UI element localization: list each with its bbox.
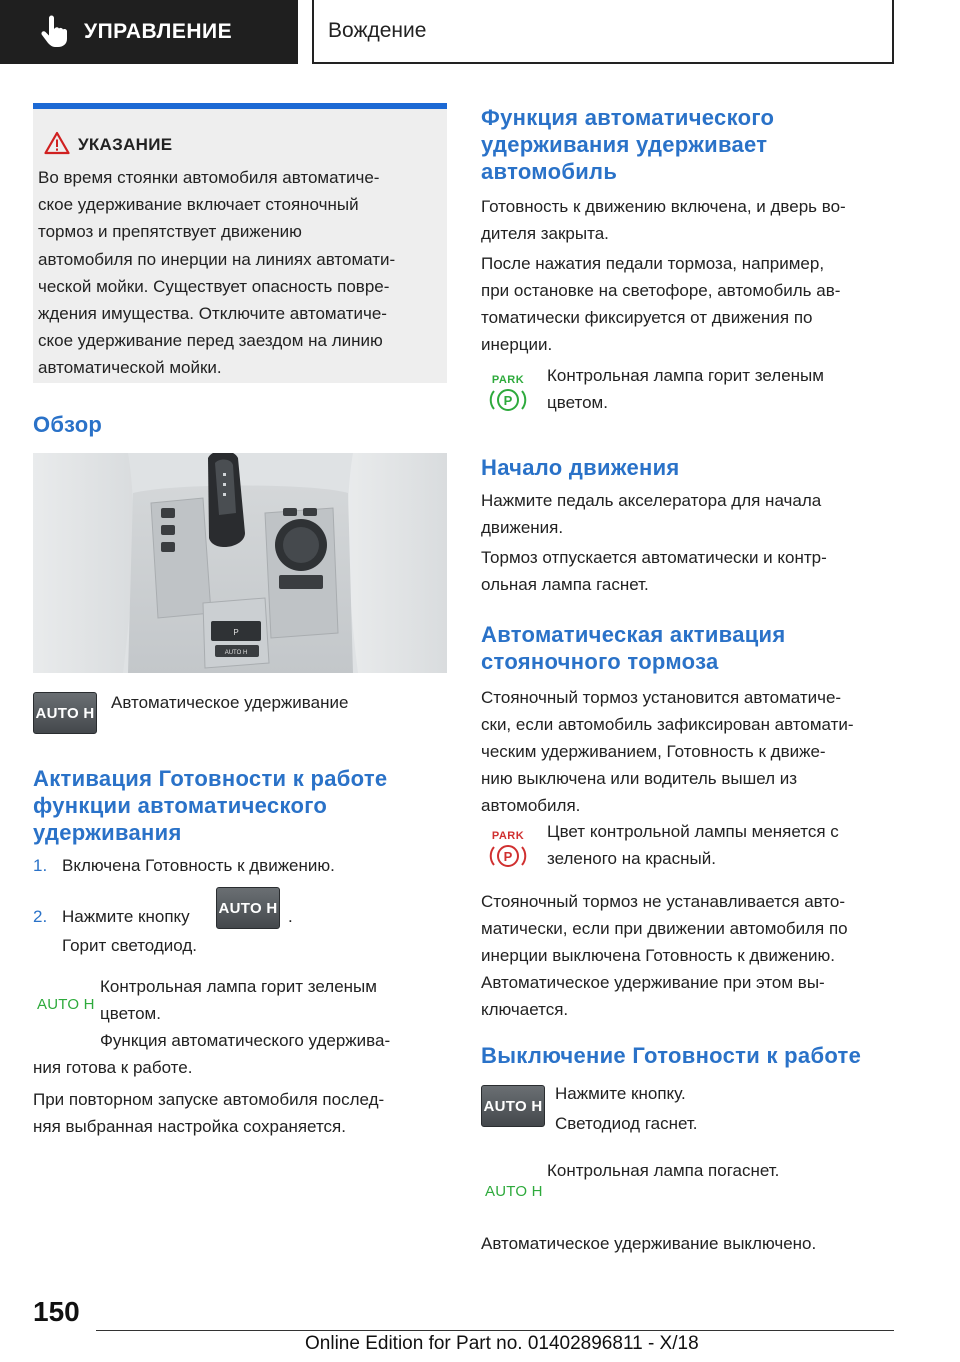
park-green-lamp-icon (486, 374, 530, 419)
holds-p2-line: при остановке на светофоре, автомобиль ав- (481, 281, 841, 300)
autopark-p1-line: автомобиля. (481, 796, 581, 815)
autopark-p1-line: нию выключена или водитель вышел из (481, 769, 798, 788)
holds-p2-line: После нажатия педали тормоза, например, (481, 254, 825, 273)
holds-p1-line: Готовность к движению включена, и дверь во- (481, 197, 846, 216)
overview-heading: Обзор (33, 412, 103, 437)
autopark-p1 (481, 684, 854, 819)
photo-park-label: P (233, 628, 239, 637)
deactivate-line2: Светодиод гаснет. (555, 1114, 698, 1133)
center-console-illustration (33, 453, 447, 673)
holds-lamp-text (547, 362, 824, 416)
holds-p2-line: томатически фиксируется от движения по (481, 308, 813, 327)
park-red-lamp-icon (486, 830, 530, 875)
deactivate-line1: Нажмите кнопку. (555, 1084, 686, 1103)
step-1-text: Включена Готовность к движению. (62, 856, 335, 875)
start-p1-line: движения. (481, 518, 564, 537)
lamp-line: зеленого на красный. (547, 849, 716, 868)
activate-ready-line1: Функция автоматического удержива- (100, 1031, 391, 1050)
header-chapter-tab[interactable] (312, 0, 894, 64)
footer-edition: Online Edition for Part no. 01402896811 - X/18 (305, 1333, 699, 1354)
restart-line: При повторном запуске автомобиля послед- (33, 1090, 385, 1109)
overview-caption: Автоматическое удерживание (111, 693, 349, 712)
header-section-label: УПРАВЛЕНИЕ (84, 20, 233, 43)
page-number: 150 (33, 1296, 80, 1327)
activate-restart-text (33, 1086, 384, 1140)
autopark-p2-line: Автоматическое удерживание при этом вы- (481, 973, 825, 992)
park-green-circle-icon (486, 386, 530, 414)
warning-text (38, 164, 438, 382)
start-p2-line: ольная лампа гаснет. (481, 575, 649, 594)
lamp-line: Контрольная лампа горит зеленым (100, 977, 377, 996)
lamp-line: Контрольная лампа горит зеленым (547, 366, 824, 385)
autopark-heading-line: Автоматическая активация (481, 622, 786, 647)
auto-h-deactivate-button-icon (481, 1085, 545, 1127)
warning-line: ческой мойки. Существует опасность повре- (38, 276, 390, 296)
auto-h-button-icon (33, 692, 97, 734)
start-p1-line: Нажмите педаль акселератора для начала (481, 491, 822, 510)
autopark-p2-line: ключается. (481, 1000, 569, 1019)
deactivate-lamp-text: Контрольная лампа погаснет. (547, 1161, 780, 1180)
park-green-letter: P (503, 393, 513, 408)
hand-pointer-icon (40, 15, 70, 49)
holds-heading-line: удерживания удерживает (481, 132, 768, 157)
autopark-p2-line: матически, если при движении автомобиля по (481, 919, 848, 938)
autopark-p1-line: ски, если автомобиль зафиксирован автомати- (481, 715, 854, 734)
deactivate-heading: Выключение Готовности к работе (481, 1043, 862, 1068)
autopark-p1-line: ческим удерживанием, Готовность к движе- (481, 742, 826, 761)
activate-ready-line2: ния готова к работе. (33, 1058, 193, 1077)
autopark-p2 (481, 888, 848, 1023)
center-console-photo (33, 453, 447, 673)
start-p2-line: Тормоз отпускается автоматически и контр- (481, 548, 827, 567)
step-2-period: . (288, 907, 293, 926)
autopark-p2-line: Стояночный тормоз не устанавливается авто- (481, 892, 846, 911)
auto-h-green-lamp-icon: AUTO H (37, 996, 95, 1013)
warning-line: ское удерживание перед заездом на линию (38, 331, 383, 351)
lamp-line: цветом. (547, 393, 608, 412)
deactivate-result: Автоматическое удерживание выключено. (481, 1234, 817, 1253)
warning-line: Во время стоянки автомобиля автоматиче- (38, 168, 380, 187)
step-2-text: Нажмите кнопку (62, 907, 190, 926)
activate-heading-line: Активация Готовности к работе (33, 766, 388, 791)
activate-heading-line: удерживания (33, 820, 182, 845)
restart-line: няя выбранная настройка сохраняется. (33, 1117, 346, 1136)
start-heading: Начало движения (481, 455, 680, 480)
holds-heading-line: автомобиль (481, 159, 618, 184)
start-p2 (481, 544, 827, 598)
activate-heading-line: функции автоматического (33, 793, 328, 818)
park-red-label: PARK (491, 830, 525, 842)
auto-h-inline-button-label: AUTO H (218, 899, 278, 917)
start-p1 (481, 487, 821, 541)
holds-p2 (481, 250, 840, 358)
warning-title: УКАЗАНИЕ (78, 135, 173, 154)
park-red-letter: P (503, 849, 513, 864)
autopark-lamp-text (547, 818, 839, 872)
photo-auto-h-label: AUTO H (224, 650, 248, 656)
header-chapter-label: Вождение (328, 19, 427, 42)
activate-lamp-text (100, 973, 377, 1027)
lamp-line: Цвет контрольной лампы меняется с (547, 822, 839, 841)
auto-h-deactivate-button-label: AUTO H (483, 1097, 543, 1115)
warning-line: автомобиля по инерции на линиях автомати- (38, 249, 396, 269)
warning-line: ское удерживание включает стояночный (38, 195, 359, 215)
park-green-label: PARK (491, 374, 525, 386)
autopark-heading (481, 621, 901, 675)
step-1-number: 1. (33, 856, 48, 875)
holds-p2-line: инерции. (481, 335, 553, 354)
holds-p1-line: дителя закрыта. (481, 224, 609, 243)
warning-triangle-icon (44, 131, 70, 155)
auto-h-green-lamp-icon-2: AUTO H (485, 1183, 543, 1200)
autopark-p2-line: инерции выключена Готовность к движению. (481, 946, 836, 965)
warning-line: ждения имущества. Отключите автоматиче- (38, 304, 387, 324)
holds-heading (481, 104, 901, 185)
park-red-circle-icon (486, 842, 530, 870)
step-2-sub: Горит светодиод. (62, 936, 198, 955)
warning-line: автоматической мойки. (38, 358, 222, 378)
holds-heading-line: Функция автоматического (481, 105, 775, 130)
footer-divider (96, 1330, 894, 1331)
holds-p1 (481, 193, 846, 247)
activate-heading (33, 765, 453, 846)
step-2-number: 2. (33, 907, 48, 926)
lamp-line: цветом. (100, 1004, 161, 1023)
header-section-tab[interactable] (0, 0, 298, 64)
auto-h-button-label: AUTO H (35, 704, 95, 722)
autopark-p1-line: Стояночный тормоз установится автоматиче- (481, 688, 842, 707)
warning-line: тормоз и препятствует движению (38, 222, 302, 242)
auto-h-inline-button-icon (216, 887, 280, 929)
autopark-heading-line: стояночного тормоза (481, 649, 719, 674)
